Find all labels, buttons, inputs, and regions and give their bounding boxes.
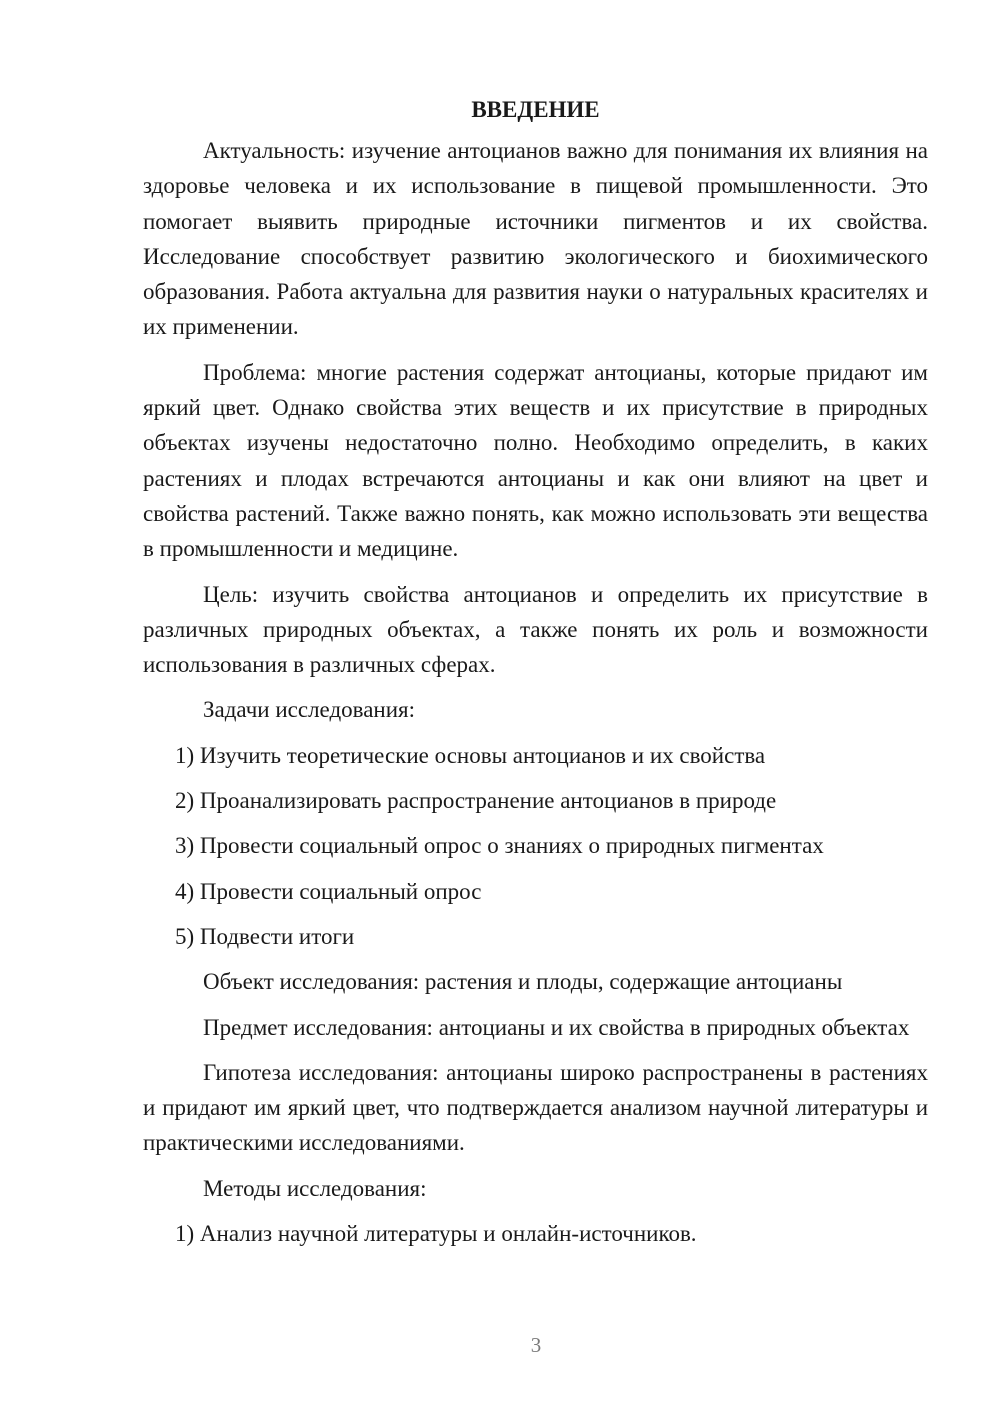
hypothesis-paragraph: Гипотеза исследования: антоцианы широко распространены в растениях и придают им яркий цвет, что подтверждается анализом научной литературы и практическими исследованиями. [143,1059,928,1156]
relevance-paragraph: Актуальность: изучение антоцианов важно для понимания их влияния на здоровье человека и их использование в пищевой промышленности. Это помогает выявить природные источники пигментов и их свойства. Исследование способствует развитию экологического и биохимического образования. Работа актуальна для развития науки о натуральных красителях и их применении. [143,138,928,340]
problem-paragraph: Проблема: многие растения содержат антоцианы, которые придают им яркий цвет. Однако свойства этих веществ и их присутствие в природных объектах изучены недостаточно полно. Необходимо определить, в каких растениях и плодах встречаются антоцианы и как они влияют на цвет и свойства растений. Также важно понять, как можно использовать эти вещества в промышленности и медицине. [143,359,928,562]
document-page [143,92,928,1251]
subject-paragraph: Предмет исследования: антоцианы и их свойства в природных объектах [203,1014,910,1040]
task-item: 4) Провести социальный опрос [175,878,482,904]
tasks-label: Задачи исследования: [203,697,416,723]
method-item: 1) Анализ научной литературы и онлайн-источников. [175,1221,697,1247]
methods-label: Методы исследования: [203,1175,427,1201]
object-paragraph: Объект исследования: растения и плоды, содержащие антоцианы [203,969,843,995]
methods-list [143,1216,928,1251]
page-number: 3 [530,1333,542,1357]
task-item: 2) Проанализировать распространение антоцианов в природе [175,788,777,814]
task-item: 5) Подвести итоги [175,923,355,949]
goal-paragraph: Цель: изучить свойства антоцианов и определить их присутствие в различных природных объектах, а также понять их роль и возможности использования в различных сферах. [143,581,928,678]
tasks-list [143,738,928,954]
task-item: 1) Изучить теоретические основы антоцианов и их свойства [175,742,766,768]
task-item: 3) Провести социальный опрос о знаниях о природных пигментах [175,833,824,859]
section-heading: ВВЕДЕНИЕ [471,97,600,122]
